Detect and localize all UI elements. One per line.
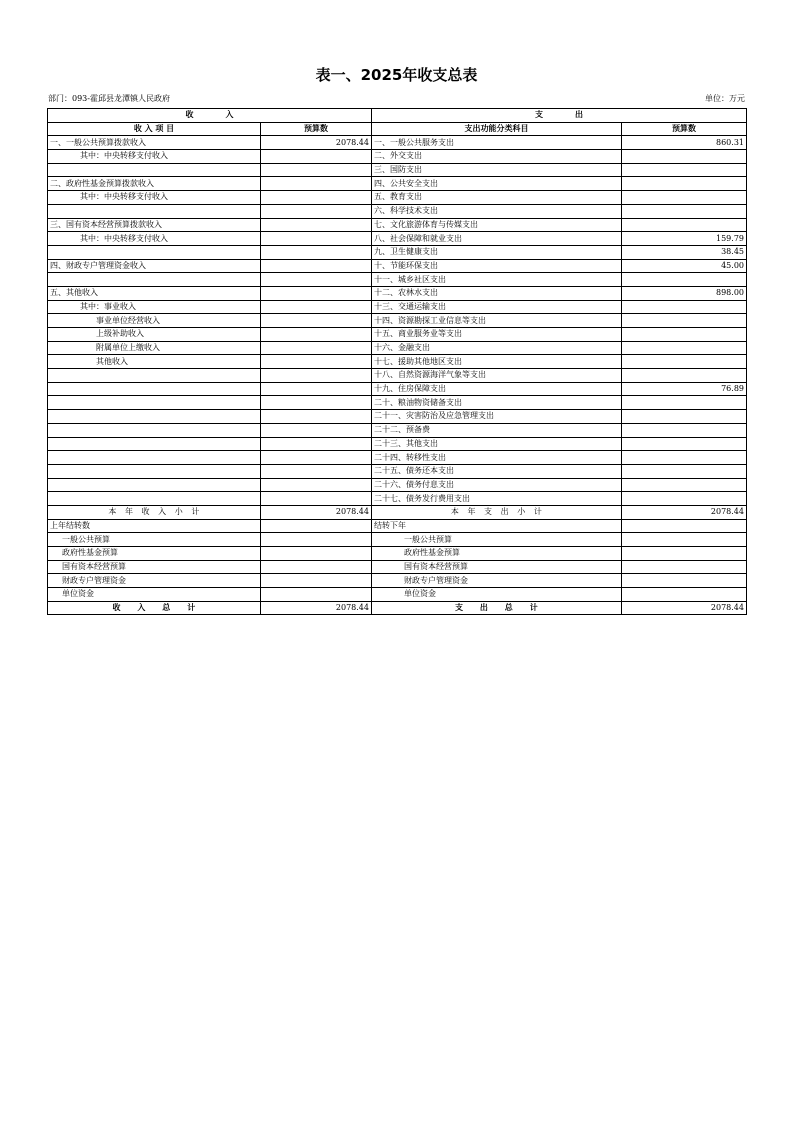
expense-item-cell: 五、教育支出 — [372, 191, 622, 205]
income-amount-cell — [261, 396, 372, 410]
income-item-cell: 附属单位上缴收入 — [48, 341, 261, 355]
income-amount-cell — [261, 464, 372, 478]
expense-total-label: 支 出 总 计 — [372, 601, 622, 615]
expense-amount-cell — [622, 451, 747, 465]
expense-amount-cell — [622, 191, 747, 205]
income-amount-cell — [261, 273, 372, 287]
income-item-cell — [48, 423, 261, 437]
income-amount-cell — [261, 492, 372, 506]
expense-item-cell: 二十七、债务发行费用支出 — [372, 492, 622, 506]
expense-item-cell: 二十三、其他支出 — [372, 437, 622, 451]
income-amount-cell — [261, 300, 372, 314]
carryover-income-label: 国有资本经营预算 — [48, 560, 261, 574]
income-item-cell — [48, 245, 261, 259]
expense-amount-cell — [622, 492, 747, 506]
expense-amount-cell — [622, 464, 747, 478]
expense-amount-cell — [622, 369, 747, 383]
expense-group-header: 支 出 — [372, 109, 747, 123]
column-header-row — [48, 122, 747, 136]
income-item-cell — [48, 410, 261, 424]
income-item-cell — [48, 396, 261, 410]
income-amount-cell — [261, 423, 372, 437]
table-row — [48, 218, 747, 232]
carryover-expense-label: 政府性基金预算 — [372, 547, 622, 561]
carryover-expense-label: 结转下年 — [372, 519, 622, 533]
expense-subtotal-label: 本 年 支 出 小 计 — [372, 505, 622, 519]
department-label: 部门：093-霍邱县龙潭镇人民政府 — [48, 94, 170, 103]
expense-item-cell: 十五、商业服务业等支出 — [372, 328, 622, 342]
income-item-header: 收 入 项 目 — [48, 122, 261, 136]
income-item-cell — [48, 437, 261, 451]
table-row — [48, 478, 747, 492]
income-item-cell: 其中：中央转移支付收入 — [48, 232, 261, 246]
income-expense-table — [47, 108, 747, 615]
income-amount-cell — [261, 286, 372, 300]
income-item-cell — [48, 492, 261, 506]
income-item-cell — [48, 451, 261, 465]
table-row — [48, 423, 747, 437]
carryover-expense-amount — [622, 533, 747, 547]
expense-amount-header: 预算数 — [622, 122, 747, 136]
expense-item-header: 支出功能分类科目 — [372, 122, 622, 136]
income-item-cell: 其中：中央转移支付收入 — [48, 150, 261, 164]
income-amount-cell: 2078.44 — [261, 136, 372, 150]
grand-total-row — [48, 601, 747, 615]
expense-item-cell: 十、节能环保支出 — [372, 259, 622, 273]
subtotal-row — [48, 505, 747, 519]
table-row — [48, 492, 747, 506]
expense-amount-cell: 159.79 — [622, 232, 747, 246]
income-item-cell: 上级补助收入 — [48, 328, 261, 342]
expense-item-cell: 一、一般公共服务支出 — [372, 136, 622, 150]
table-row — [48, 328, 747, 342]
income-amount-cell — [261, 177, 372, 191]
income-item-cell — [48, 204, 261, 218]
carryover-row — [48, 547, 747, 561]
income-item-cell: 其他收入 — [48, 355, 261, 369]
table-row — [48, 314, 747, 328]
carryover-expense-amount — [622, 519, 747, 533]
carryover-row — [48, 519, 747, 533]
income-item-cell — [48, 382, 261, 396]
table-row — [48, 150, 747, 164]
carryover-expense-label: 一般公共预算 — [372, 533, 622, 547]
income-item-cell: 五、其他收入 — [48, 286, 261, 300]
expense-amount-cell — [622, 218, 747, 232]
table-row — [48, 204, 747, 218]
expense-item-cell: 十三、交通运输支出 — [372, 300, 622, 314]
income-amount-cell — [261, 328, 372, 342]
carryover-expense-amount — [622, 560, 747, 574]
income-amount-cell — [261, 410, 372, 424]
expense-amount-cell — [622, 355, 747, 369]
carryover-income-label: 上年结转数 — [48, 519, 261, 533]
table-row — [48, 177, 747, 191]
table-row — [48, 163, 747, 177]
income-amount-header: 预算数 — [261, 122, 372, 136]
expense-amount-cell — [622, 204, 747, 218]
income-amount-cell — [261, 478, 372, 492]
income-item-cell: 一、一般公共预算拨款收入 — [48, 136, 261, 150]
carryover-income-amount — [261, 588, 372, 602]
expense-amount-cell — [622, 410, 747, 424]
income-total-label: 收 入 总 计 — [48, 601, 261, 615]
table-row — [48, 464, 747, 478]
expense-amount-cell — [622, 328, 747, 342]
expense-amount-cell — [622, 396, 747, 410]
carryover-income-label: 政府性基金预算 — [48, 547, 261, 561]
income-item-cell: 事业单位经营收入 — [48, 314, 261, 328]
table-row — [48, 300, 747, 314]
carryover-income-label: 财政专户管理资金 — [48, 574, 261, 588]
expense-item-cell: 九、卫生健康支出 — [372, 245, 622, 259]
expense-amount-cell: 76.89 — [622, 382, 747, 396]
expense-amount-cell — [622, 437, 747, 451]
carryover-income-amount — [261, 574, 372, 588]
expense-item-cell: 十九、住房保障支出 — [372, 382, 622, 396]
table-row — [48, 232, 747, 246]
expense-amount-cell: 898.00 — [622, 286, 747, 300]
table-row — [48, 286, 747, 300]
expense-item-cell: 十八、自然资源海洋气象等支出 — [372, 369, 622, 383]
expense-item-cell: 十六、金融支出 — [372, 341, 622, 355]
income-item-cell: 其中：中央转移支付收入 — [48, 191, 261, 205]
carryover-expense-label: 国有资本经营预算 — [372, 560, 622, 574]
carryover-expense-label: 单位资金 — [372, 588, 622, 602]
expense-item-cell: 二十二、预备费 — [372, 423, 622, 437]
expense-item-cell: 二十四、转移性支出 — [372, 451, 622, 465]
carryover-expense-amount — [622, 547, 747, 561]
expense-amount-cell — [622, 150, 747, 164]
carryover-expense-amount — [622, 574, 747, 588]
income-subtotal-amount: 2078.44 — [261, 505, 372, 519]
income-item-cell — [48, 163, 261, 177]
table-row — [48, 396, 747, 410]
income-amount-cell — [261, 218, 372, 232]
table-row — [48, 382, 747, 396]
income-amount-cell — [261, 204, 372, 218]
carryover-row — [48, 574, 747, 588]
carryover-expense-amount — [622, 588, 747, 602]
expense-amount-cell: 45.00 — [622, 259, 747, 273]
page-title: 表一、2025年收支总表 — [315, 66, 478, 84]
expense-amount-cell — [622, 423, 747, 437]
table-row — [48, 136, 747, 150]
expense-item-cell: 二十六、债务付息支出 — [372, 478, 622, 492]
table-row — [48, 341, 747, 355]
group-header-row — [48, 109, 747, 123]
income-group-header: 收 入 — [48, 109, 372, 123]
income-item-cell — [48, 273, 261, 287]
income-item-cell: 三、国有资本经营预算拨款收入 — [48, 218, 261, 232]
income-amount-cell — [261, 451, 372, 465]
expense-item-cell: 三、国防支出 — [372, 163, 622, 177]
table-row — [48, 369, 747, 383]
expense-item-cell: 十七、援助其他地区支出 — [372, 355, 622, 369]
carryover-income-label: 一般公共预算 — [48, 533, 261, 547]
expense-amount-cell: 38.45 — [622, 245, 747, 259]
expense-amount-cell — [622, 478, 747, 492]
expense-item-cell: 十二、农林水支出 — [372, 286, 622, 300]
income-amount-cell — [261, 150, 372, 164]
table-row — [48, 191, 747, 205]
expense-total-amount: 2078.44 — [622, 601, 747, 615]
expense-item-cell: 二、外交支出 — [372, 150, 622, 164]
expense-amount-cell — [622, 300, 747, 314]
income-item-cell: 其中：事业收入 — [48, 300, 261, 314]
expense-item-cell: 六、科学技术支出 — [372, 204, 622, 218]
expense-item-cell: 四、公共安全支出 — [372, 177, 622, 191]
carryover-row — [48, 588, 747, 602]
income-amount-cell — [261, 245, 372, 259]
income-amount-cell — [261, 355, 372, 369]
income-amount-cell — [261, 259, 372, 273]
carryover-income-amount — [261, 533, 372, 547]
expense-item-cell: 八、社会保障和就业支出 — [372, 232, 622, 246]
unit-label: 单位：万元 — [705, 94, 745, 103]
income-item-cell — [48, 464, 261, 478]
income-amount-cell — [261, 191, 372, 205]
expense-item-cell: 二十、粮油物资储备支出 — [372, 396, 622, 410]
expense-item-cell: 十一、城乡社区支出 — [372, 273, 622, 287]
table-row — [48, 355, 747, 369]
income-amount-cell — [261, 314, 372, 328]
carryover-income-amount — [261, 519, 372, 533]
carryover-income-amount — [261, 547, 372, 561]
expense-amount-cell — [622, 273, 747, 287]
carryover-row — [48, 560, 747, 574]
table-row — [48, 451, 747, 465]
income-amount-cell — [261, 341, 372, 355]
income-amount-cell — [261, 382, 372, 396]
expense-amount-cell — [622, 177, 747, 191]
carryover-income-amount — [261, 560, 372, 574]
expense-item-cell: 二十一、灾害防治及应急管理支出 — [372, 410, 622, 424]
carryover-expense-label: 财政专户管理资金 — [372, 574, 622, 588]
table-row — [48, 410, 747, 424]
carryover-row — [48, 533, 747, 547]
expense-item-cell: 十四、资源勘探工业信息等支出 — [372, 314, 622, 328]
carryover-income-label: 单位资金 — [48, 588, 261, 602]
expense-amount-cell — [622, 314, 747, 328]
income-amount-cell — [261, 369, 372, 383]
income-amount-cell — [261, 163, 372, 177]
income-item-cell — [48, 369, 261, 383]
table-row — [48, 245, 747, 259]
income-amount-cell — [261, 437, 372, 451]
income-item-cell: 二、政府性基金预算拨款收入 — [48, 177, 261, 191]
expense-amount-cell: 860.31 — [622, 136, 747, 150]
expense-subtotal-amount: 2078.44 — [622, 505, 747, 519]
expense-item-cell: 二十五、债务还本支出 — [372, 464, 622, 478]
income-item-cell — [48, 478, 261, 492]
table-row — [48, 437, 747, 451]
table-row — [48, 259, 747, 273]
income-total-amount: 2078.44 — [261, 601, 372, 615]
table-row — [48, 273, 747, 287]
expense-amount-cell — [622, 163, 747, 177]
expense-amount-cell — [622, 341, 747, 355]
income-item-cell: 四、财政专户管理资金收入 — [48, 259, 261, 273]
income-subtotal-label: 本 年 收 入 小 计 — [48, 505, 261, 519]
expense-item-cell: 七、文化旅游体育与传媒支出 — [372, 218, 622, 232]
income-amount-cell — [261, 232, 372, 246]
